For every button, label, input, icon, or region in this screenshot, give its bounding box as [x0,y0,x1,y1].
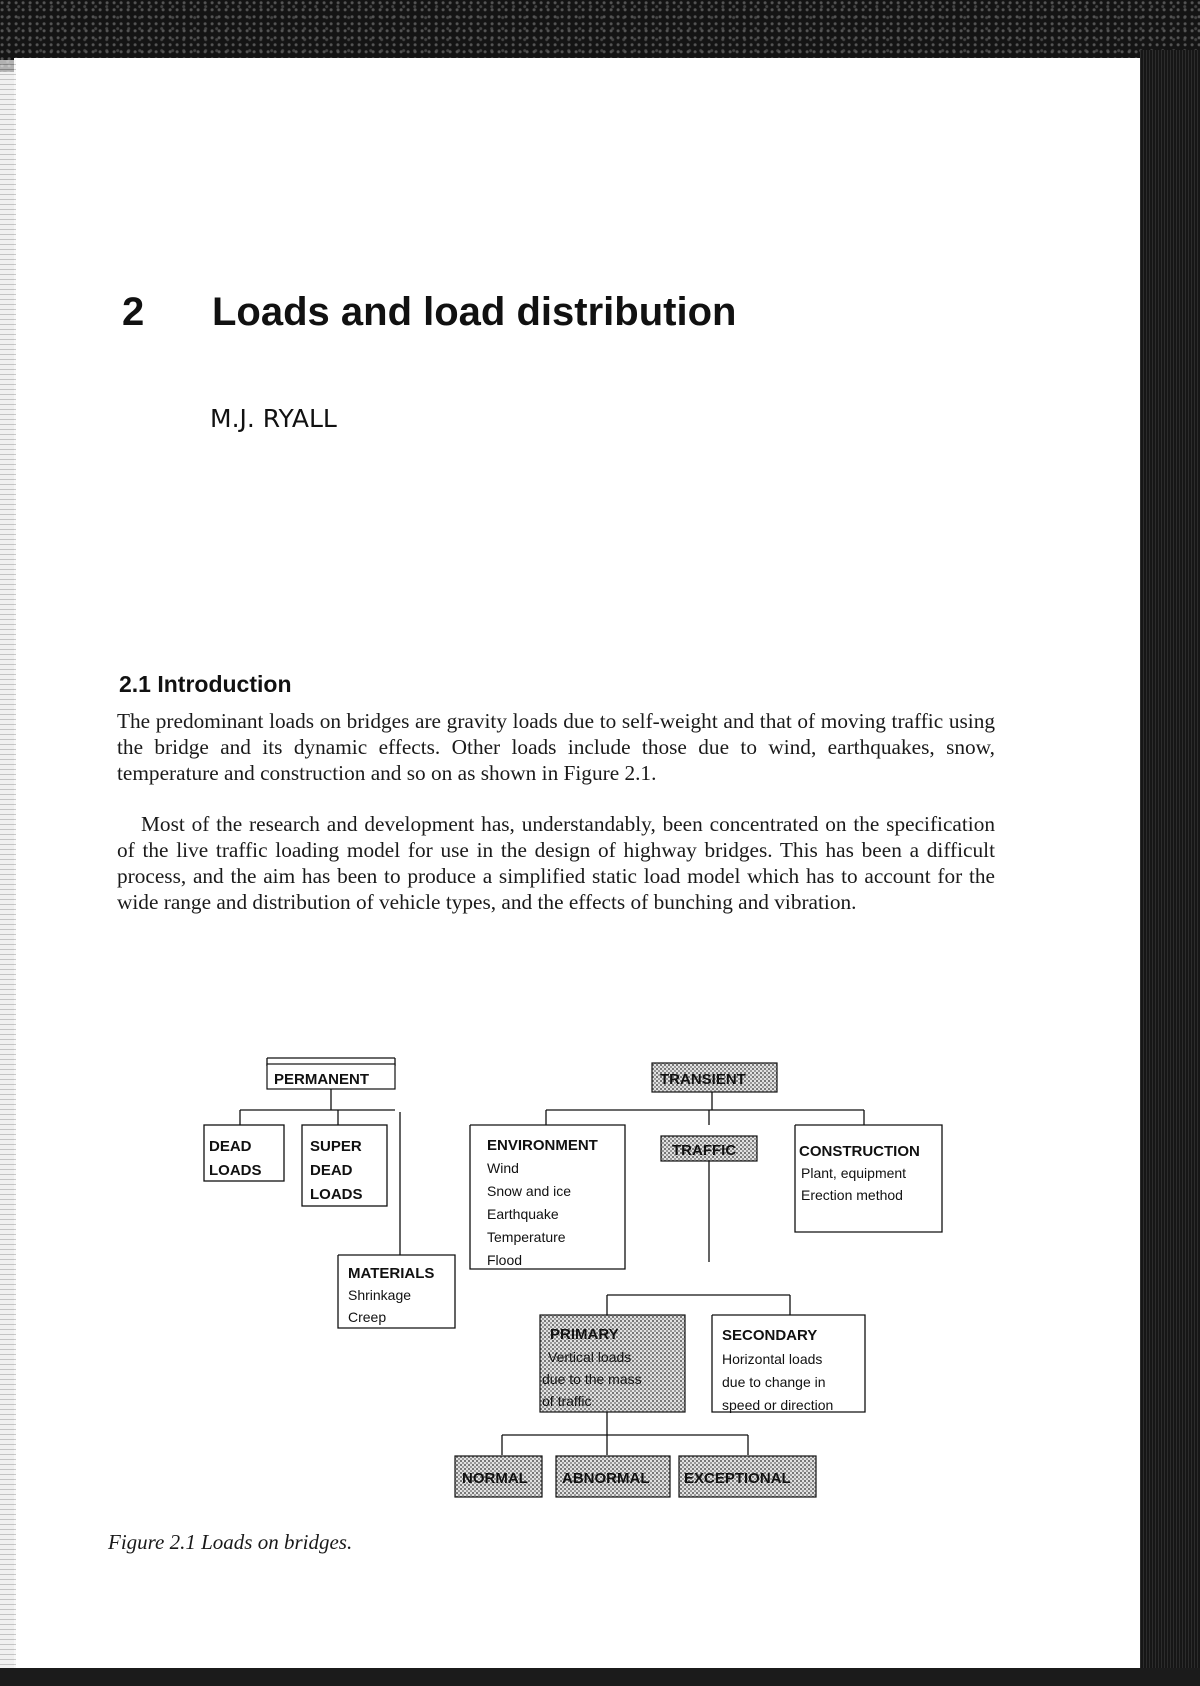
paragraph-2: Most of the research and development has, understandably, been concentrated on the specification of the live traffic loading model for use in the design of highway bridges. This has been a difficult process, and the aim has been to produce a simplified static load model which has to account for the wide range and distribution of vehicle types, and the effects of bunching and vibration. [117,812,995,914]
node-environment-item: Wind [487,1160,519,1176]
node-materials-item: Shrinkage [348,1287,412,1303]
node-environment-item: Flood [487,1252,523,1268]
node-environment-item: Temperature [487,1229,566,1245]
node-normal: NORMAL [462,1470,528,1487]
section-heading: 2.1 Introduction [119,671,292,697]
chapter-author: M.J. RYALL [210,404,337,433]
node-abnormal: ABNORMAL [562,1470,650,1487]
node-secondary-item: due to change in [722,1374,826,1390]
node-secondary-item: Horizontal loads [722,1351,823,1367]
chapter-title: Loads and load distribution [212,290,737,334]
node-dead-loads-line2: LOADS [209,1162,262,1179]
node-permanent: PERMANENT [274,1071,370,1088]
node-primary-item: of traffic [542,1393,592,1409]
node-super-dead-line1: SUPER [310,1138,362,1155]
node-primary-item: Vertical loads [548,1349,632,1365]
node-transient: TRANSIENT [660,1071,746,1088]
chapter-number: 2 [122,290,145,334]
node-materials-title: MATERIALS [348,1265,435,1282]
node-environment-item: Snow and ice [487,1183,572,1199]
node-secondary-title: SECONDARY [722,1327,818,1344]
node-environment-title: ENVIRONMENT [487,1137,598,1154]
node-super-dead-line2: DEAD [310,1162,353,1179]
figure-caption: Figure 2.1 Loads on bridges. [108,1530,353,1554]
node-dead-loads-line1: DEAD [209,1138,252,1155]
node-construction-item: Plant, equipment [801,1165,907,1181]
node-construction-title: CONSTRUCTION [799,1143,920,1160]
paragraph-1: The predominant loads on bridges are gravity loads due to self-weight and that of moving traffic using the bridge and its dynamic effects. Other loads include those due to wind, earthquakes, snow, temperature and construction and so on as shown in Figure 2.1. [117,709,995,785]
node-primary-item: due to the mass [542,1371,642,1387]
node-exceptional: EXCEPTIONAL [684,1470,791,1487]
node-secondary-item: speed or direction [722,1397,834,1413]
node-environment-item: Earthquake [487,1206,559,1222]
node-primary-title: PRIMARY [550,1326,619,1343]
node-materials-item: Creep [348,1309,387,1325]
node-super-dead-line3: LOADS [310,1186,363,1203]
node-traffic: TRAFFIC [672,1142,737,1159]
node-construction-item: Erection method [801,1187,903,1203]
